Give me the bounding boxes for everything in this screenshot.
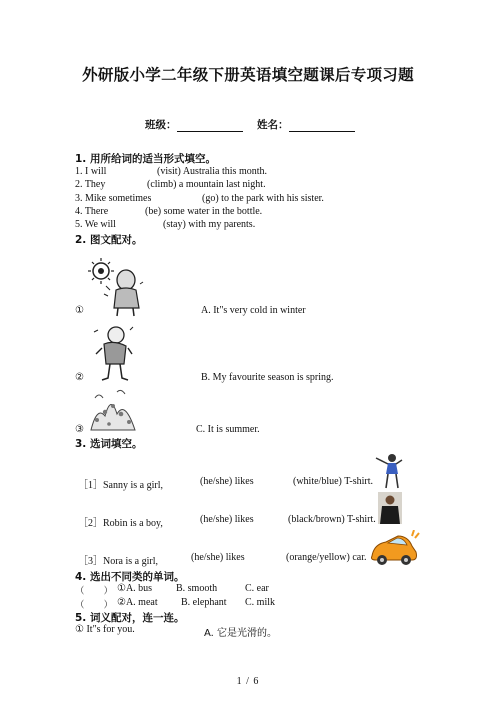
s3-item-2-c: (black/brown) T-shirt.: [288, 514, 376, 525]
s2-option-b: B. My favourite season is spring.: [201, 372, 334, 383]
name-field: [257, 117, 355, 132]
name-label: 姓名：: [257, 119, 289, 131]
spring-scene-picture: [87, 386, 139, 432]
class-label: 班级：: [145, 119, 177, 131]
s4-item-2-paren: （ ）: [75, 600, 114, 611]
orange-car-picture: [368, 530, 420, 568]
s5-item-1-b: A. 它是光滑的。: [204, 628, 278, 639]
s4-item-2-c: C. milk: [245, 597, 276, 608]
section4-heading: 4. 选出不同类的单词。: [75, 571, 185, 583]
s4-item-2-a: ②A. meat: [117, 597, 158, 608]
s3-item-2-b: (he/she) likes: [200, 514, 254, 525]
s1-item-2-a: 2. They: [75, 179, 106, 190]
s2-item-2-num: ②: [75, 372, 84, 383]
page-number: 1 / 6: [236, 676, 260, 687]
s2-option-c: C. It is summer.: [196, 424, 260, 435]
winter-cold-picture: [90, 324, 135, 382]
s4-item-2-b: B. elephant: [181, 597, 227, 608]
class-field: [145, 117, 243, 132]
s1-item-1-a: 1. I will: [75, 166, 107, 177]
s2-item-1-num: ①: [75, 305, 84, 316]
section3-heading: 3. 选词填空。: [75, 438, 143, 450]
s4-item-1-c: C. ear: [245, 583, 269, 594]
section2-heading: 2. 图文配对。: [75, 234, 143, 246]
s1-item-4-a: 4. There: [75, 206, 109, 217]
girl-tshirt-picture: [372, 450, 406, 490]
s2-item-3-num: ③: [75, 424, 84, 435]
s3-item-3-c: (orange/yellow) car.: [286, 552, 367, 563]
section1-heading: 1. 用所给词的适当形式填空。: [75, 153, 216, 165]
s1-item-3-a: 3. Mike sometimes: [75, 193, 152, 204]
s4-item-1-b: B. smooth: [176, 583, 218, 594]
s5-item-1-a: ① It"s for you.: [75, 624, 135, 635]
section5-heading: 5. 词义配对，连一连。: [75, 612, 185, 624]
s1-item-4-b: (be) some water in the bottle.: [145, 206, 263, 217]
s3-item-2-a: ［2］Robin is a boy,: [78, 518, 163, 529]
s4-item-1-a: ①A. bus: [117, 583, 153, 594]
s1-item-3-b: (go) to the park with his sister.: [202, 193, 324, 204]
s3-item-1-b: (he/she) likes: [200, 476, 254, 487]
s1-item-5-b: (stay) with my parents.: [163, 219, 256, 230]
s3-item-1-a: ［1］Sanny is a girl,: [78, 480, 163, 491]
page-title: 外研版小学二年级下册英语填空题课后专项习题: [82, 66, 414, 84]
s4-item-1-paren: （ ）: [75, 586, 114, 597]
s3-item-3-a: ［3］Nora is a girl,: [78, 556, 158, 567]
s1-item-1-b: (visit) Australia this month.: [157, 166, 267, 177]
summer-heat-picture: [86, 256, 146, 318]
s1-item-5-a: 5. We will: [75, 219, 116, 230]
class-blank[interactable]: [177, 120, 243, 132]
s1-item-2-b: (climb) a mountain last night.: [147, 179, 266, 190]
boy-tshirt-picture: [378, 492, 402, 524]
name-blank[interactable]: [289, 120, 355, 132]
s2-option-a: A. It"s very cold in winter: [201, 305, 306, 316]
s3-item-1-c: (white/blue) T-shirt.: [293, 476, 373, 487]
s3-item-3-b: (he/she) likes: [191, 552, 245, 563]
